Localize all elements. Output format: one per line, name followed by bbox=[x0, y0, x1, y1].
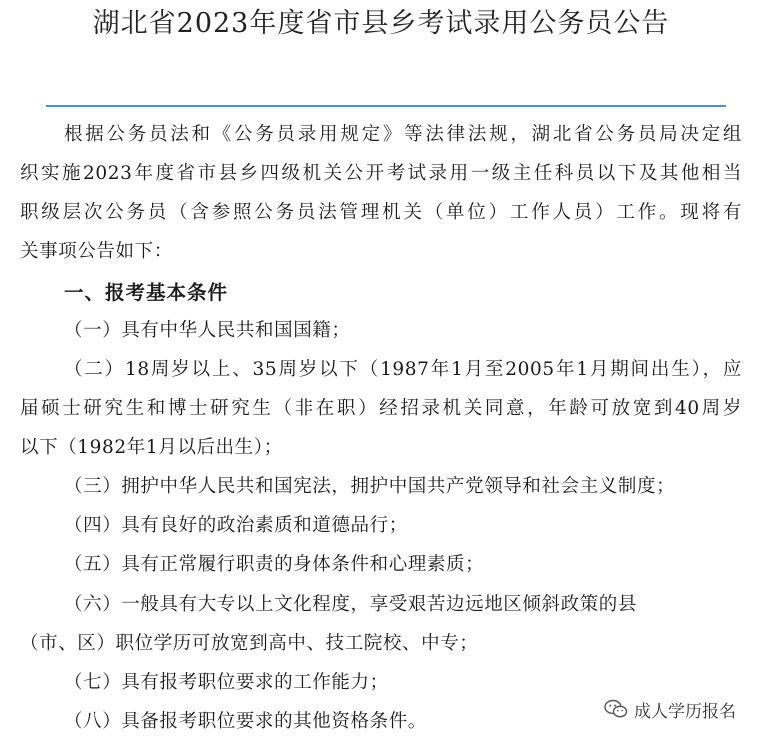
page-title: 湖北省2023年度省市县乡考试录用公务员公告 bbox=[92, 8, 670, 39]
wechat-icon bbox=[604, 699, 628, 719]
source-watermark bbox=[600, 695, 740, 723]
condition-item-1: （一）具有中华人民共和国国籍； bbox=[64, 320, 351, 341]
condition-item-2-end: 以下（1982年1月以后出生）； bbox=[20, 437, 283, 458]
condition-item-4: （四）具有良好的政治素质和道德品行； bbox=[64, 515, 408, 536]
condition-item-8: （八）具备报考职位要求的其他资格条件。 bbox=[64, 711, 427, 732]
section-heading: 一、报考基本条件 bbox=[64, 281, 229, 304]
condition-item-2: （二）18周岁以上、35周岁以下（1987年1月至2005年1月期间出生），应 bbox=[64, 359, 742, 380]
condition-item-2-cont: 届硕士研究生和博士研究生（非在职）经招录机关同意，年龄可放宽到40周岁 bbox=[20, 398, 742, 419]
title-divider bbox=[46, 105, 726, 107]
intro-line-3: 职级层次公务员（含参照公务员法管理机关（单位）工作人员）工作。现将有 bbox=[20, 202, 742, 223]
condition-item-3: （三）拥护中华人民共和国宪法，拥护中国共产党领导和社会主义制度； bbox=[64, 476, 676, 497]
condition-item-6: （六）一般具有大专以上文化程度，享受艰苦边远地区倾斜政策的县 bbox=[64, 594, 638, 615]
intro-line-1: 根据公务员法和《公务员录用规定》等法律法规，湖北省公务员局决定组 bbox=[64, 124, 742, 145]
condition-item-7: （七）具有报考职位要求的工作能力； bbox=[64, 672, 389, 693]
condition-item-5: （五）具有正常履行职责的身体条件和心理素质； bbox=[64, 554, 485, 575]
intro-line-4: 关事项公告如下： bbox=[20, 241, 173, 262]
watermark-text: 成人学历报名 bbox=[634, 701, 736, 722]
condition-item-6-cont: （市、区）职位学历可放宽到高中、技工院校、中专； bbox=[20, 633, 479, 654]
intro-line-2: 织实施2023年度省市县乡四级机关公开考试录用一级主任科员以下及其他相当 bbox=[20, 163, 742, 184]
